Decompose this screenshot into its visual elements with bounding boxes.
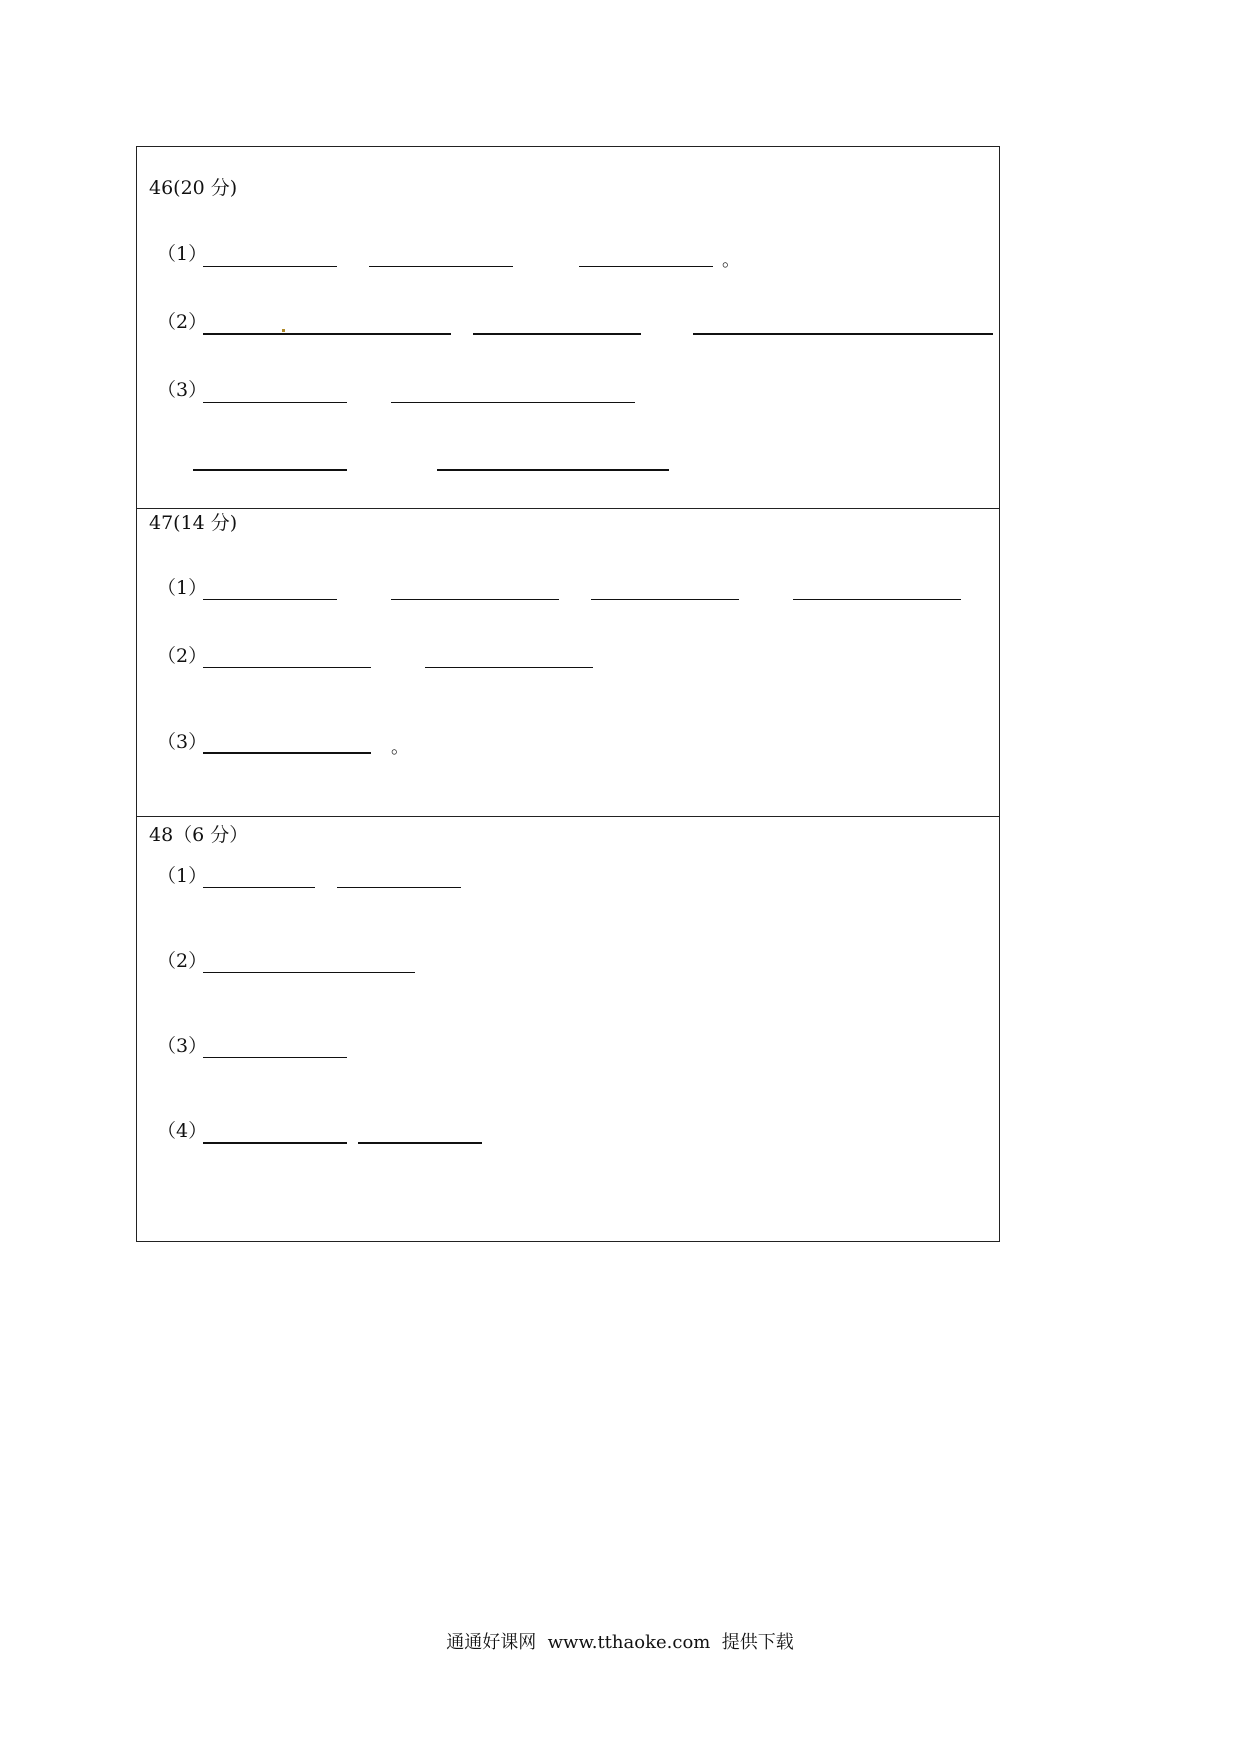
q48-2-blank-a[interactable]: [203, 972, 415, 973]
q47-item-3-label: （3）: [157, 731, 208, 753]
q47-1-blank-d[interactable]: [793, 599, 961, 600]
q47-2-blank-b[interactable]: [425, 667, 593, 668]
q46-item-2-label: （2）: [157, 311, 208, 333]
q48-heading: 48（6 分）: [149, 824, 249, 846]
q47-heading: 47(14 分): [149, 512, 238, 534]
q46-2-blank-b[interactable]: [473, 333, 641, 335]
q48-item-2-label: （2）: [157, 950, 208, 972]
q46-1-blank-b[interactable]: [369, 266, 513, 267]
q48-4-blank-a[interactable]: [203, 1142, 347, 1144]
q47-3-blank-a[interactable]: [203, 752, 371, 754]
q47-3-end-mark: 。: [391, 737, 409, 758]
q46-heading: 46(20 分): [149, 177, 238, 199]
q48-item-1-label: （1）: [157, 865, 208, 887]
q47-1-blank-b[interactable]: [391, 599, 559, 600]
q47-2-blank-a[interactable]: [203, 667, 371, 668]
q48-3-blank-a[interactable]: [203, 1057, 347, 1058]
q46-1-end-mark: 。: [722, 250, 740, 271]
q46-1-blank-c[interactable]: [579, 266, 713, 267]
q46-3-blank-d[interactable]: [437, 469, 669, 471]
q46-2-blank-a[interactable]: [203, 333, 451, 335]
q46-3-blank-a[interactable]: [203, 402, 347, 403]
q46-3-blank-b[interactable]: [391, 402, 635, 403]
q48-item-3-label: （3）: [157, 1035, 208, 1057]
q48-1-blank-a[interactable]: [203, 887, 315, 888]
answer-sheet: [136, 146, 1000, 1242]
footer-source-text: 通通好课网 www.tthaoke.com 提供下载: [446, 1632, 794, 1653]
q46-2-blank-c[interactable]: [693, 333, 993, 335]
q47-1-blank-a[interactable]: [203, 599, 337, 600]
section-q48: [137, 816, 999, 1241]
q48-1-blank-b[interactable]: [337, 887, 461, 888]
q47-1-blank-c[interactable]: [591, 599, 739, 600]
section-q47: [137, 508, 999, 816]
q46-1-blank-a[interactable]: [203, 266, 337, 267]
q46-item-1-label: （1）: [157, 243, 208, 265]
ink-speck: [282, 329, 285, 332]
q47-item-2-label: （2）: [157, 645, 208, 667]
q47-item-1-label: （1）: [157, 577, 208, 599]
q48-item-4-label: （4）: [157, 1120, 208, 1142]
q48-4-blank-b[interactable]: [358, 1142, 482, 1144]
q46-3-blank-c[interactable]: [193, 469, 347, 471]
q46-item-3-label: （3）: [157, 379, 208, 401]
section-q46: [137, 147, 999, 508]
